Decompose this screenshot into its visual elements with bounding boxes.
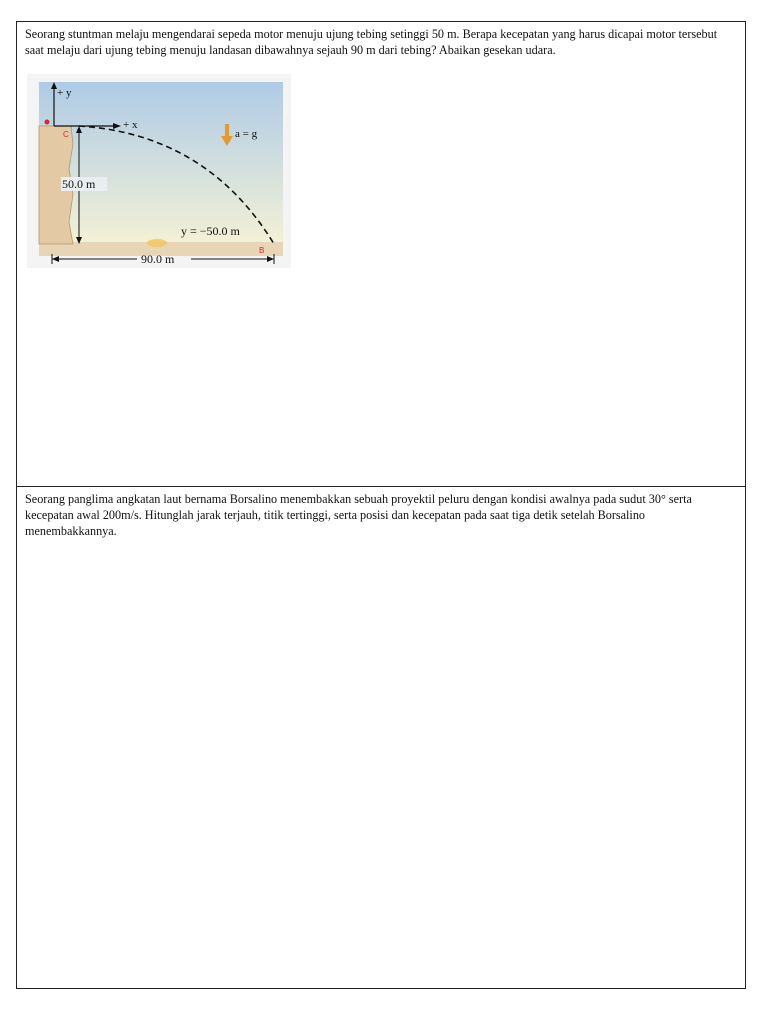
x-axis-label: + x [123,119,138,131]
point-b-label: B [259,246,265,255]
distance-dimension-left-arrow [52,256,59,262]
y-axis-label: + y [57,87,72,99]
start-marker [45,120,50,125]
acceleration-label: a = g [235,128,258,140]
acceleration-arrow-shaft [225,124,229,138]
projectile-diagram [27,74,291,268]
question-box-2 [16,486,746,989]
distance-label: 90.0 m [141,252,175,266]
height-label: 50.0 m [62,177,96,191]
sun-glow [147,239,167,247]
landing-label: y = −50.0 m [181,224,240,238]
question-box-1 [16,21,746,487]
distance-dimension-right-arrow [267,256,274,262]
point-c-label: C [63,130,69,139]
question-2-text: Seorang panglima angkatan laut bernama Borsalino menembakkan sebuah proyektil peluru dengan kondisi awalnya pada sudut 30° serta kecepatan awal 200m/s. Hitunglah jarak terjauh, titik tertinggi, serta posisi dan kecepatan pada saat tiga detik setelah Borsalino menembakkannya. [25,492,692,538]
sky-background [39,82,283,244]
question-1-text: Seorang stuntman melaju mengendarai sepeda motor menuju ujung tebing setinggi 50 m. Berapa kecepatan yang harus dicapai motor tersebut saat melaju dari ujung tebing menuju landasan dibawahnya sejauh 90 m dari tebing? Abaikan gesekan udara. [25,27,718,57]
projectile-figure [27,74,291,268]
